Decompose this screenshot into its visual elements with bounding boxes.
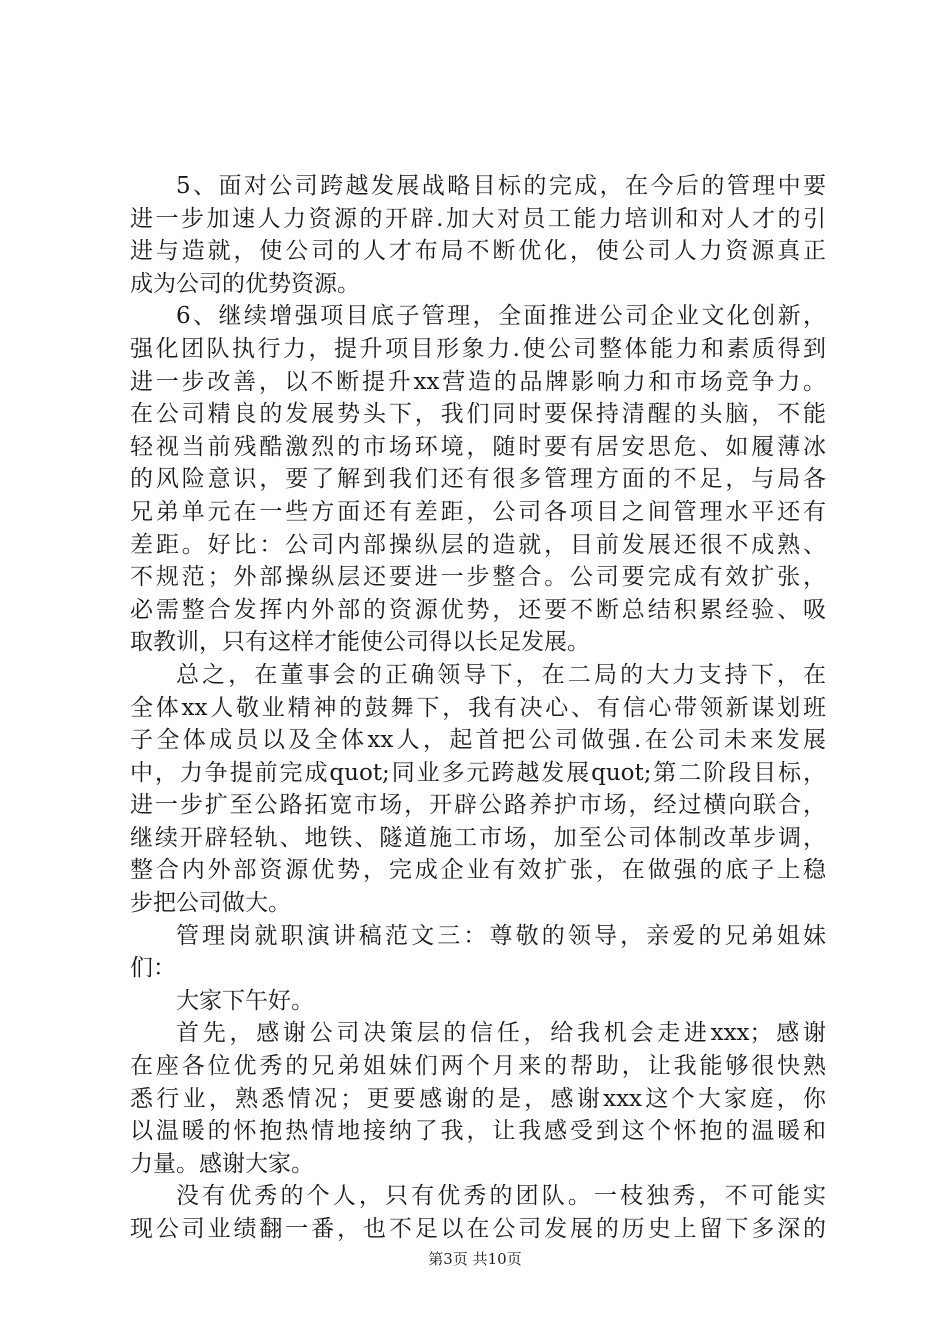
paragraph-line: 中，力争提前完成quot;同业多元跨越发展quot;第二阶段目标， [130,759,826,786]
paragraph-line: 差距。好比：公司内部操纵层的造就，目前发展还很不成熟、 [130,531,826,558]
paragraph-line: 悉行业，熟悉情况；更要感谢的是，感谢xxx这个大家庭，你 [130,1085,826,1112]
paragraph-line: 全体xx人敬业精神的鼓舞下，我有决心、有信心带领新谋划班 [130,694,826,721]
paragraph-line: 不规范；外部操纵层还要进一步整合。公司要完成有效扩张， [130,564,826,591]
paragraph-line: 步把公司做大。 [130,890,291,917]
paragraph-line: 继续开辟轻轨、地铁、隧道施工市场，加至公司体制改革步调， [130,824,826,851]
paragraph-line: 轻视当前残酷激烈的市场环境，随时要有居安思危、如履薄冰 [130,433,826,460]
section-heading-line: 们： [130,955,176,982]
paragraph-line: 取教训，只有这样才能使公司得以长足发展。 [130,629,590,656]
paragraph-line: 现公司业绩翻一番，也不足以在公司发展的历史上留下多深的 [130,1216,826,1242]
paragraph-line: 在座各位优秀的兄弟姐妹们两个月来的帮助，让我能够很快熟 [130,1053,826,1080]
paragraph-line: 力量。感谢大家。 [130,1150,314,1177]
paragraph-line: 总之，在董事会的正确领导下，在二局的大力支持下，在 [176,661,826,688]
paragraph-line: 首先，感谢公司决策层的信任，给我机会走进xxx；感谢 [176,1020,826,1047]
document-body [130,170,826,1246]
paragraph-line: 的风险意识，要了解到我们还有很多管理方面的不足，与局各 [130,466,826,493]
paragraph-line: 在公司精良的发展势头下，我们同时要保持清醒的头脑，不能 [130,401,826,428]
paragraph-line: 整合内外部资源优势，完成企业有效扩张，在做强的底子上稳 [130,857,826,884]
paragraph-line: 进一步扩至公路拓宽市场，开辟公路养护市场，经过横向联合， [130,792,826,819]
paragraph-line: 子全体成员以及全体xx人，起首把公司做强.在公司未来发展 [130,727,826,754]
paragraph-line: 6、继续增强项目底子管理，全面推进公司企业文化创新， [176,303,826,330]
paragraph-line: 成为公司的优势资源。 [130,270,360,297]
paragraph-line: 进一步加速人力资源的开辟.加大对员工能力培训和对人才的引 [130,205,826,232]
page-number-footer: 第3页 共10页 [428,1250,522,1268]
paragraph-line: 5、面对公司跨越发展战略目标的完成，在今后的管理中要 [176,173,826,199]
section-heading-line: 管理岗就职演讲稿范文三：尊敬的领导，亲爱的兄弟姐妹 [176,922,826,949]
paragraph-line: 强化团队执行力，提升项目形象力.使公司整体能力和素质得到 [130,335,826,362]
paragraph-line: 进一步改善，以不断提升xx营造的品牌影响力和市场竞争力。 [130,368,826,395]
paragraph-line: 没有优秀的个人，只有优秀的团队。一枝独秀，不可能实 [176,1183,826,1210]
paragraph-line: 进与造就，使公司的人才布局不断优化，使公司人力资源真正 [130,238,826,265]
paragraph-line: 必需整合发挥内外部的资源优势，还要不断总结积累经验、吸 [130,596,826,623]
paragraph-line: 以温暖的怀抱热情地接纳了我，让我感受到这个怀抱的温暖和 [130,1118,826,1145]
paragraph-line: 兄弟单元在一些方面还有差距，公司各项目之间管理水平还有 [130,498,826,525]
greeting-line: 大家下午好。 [176,987,314,1014]
